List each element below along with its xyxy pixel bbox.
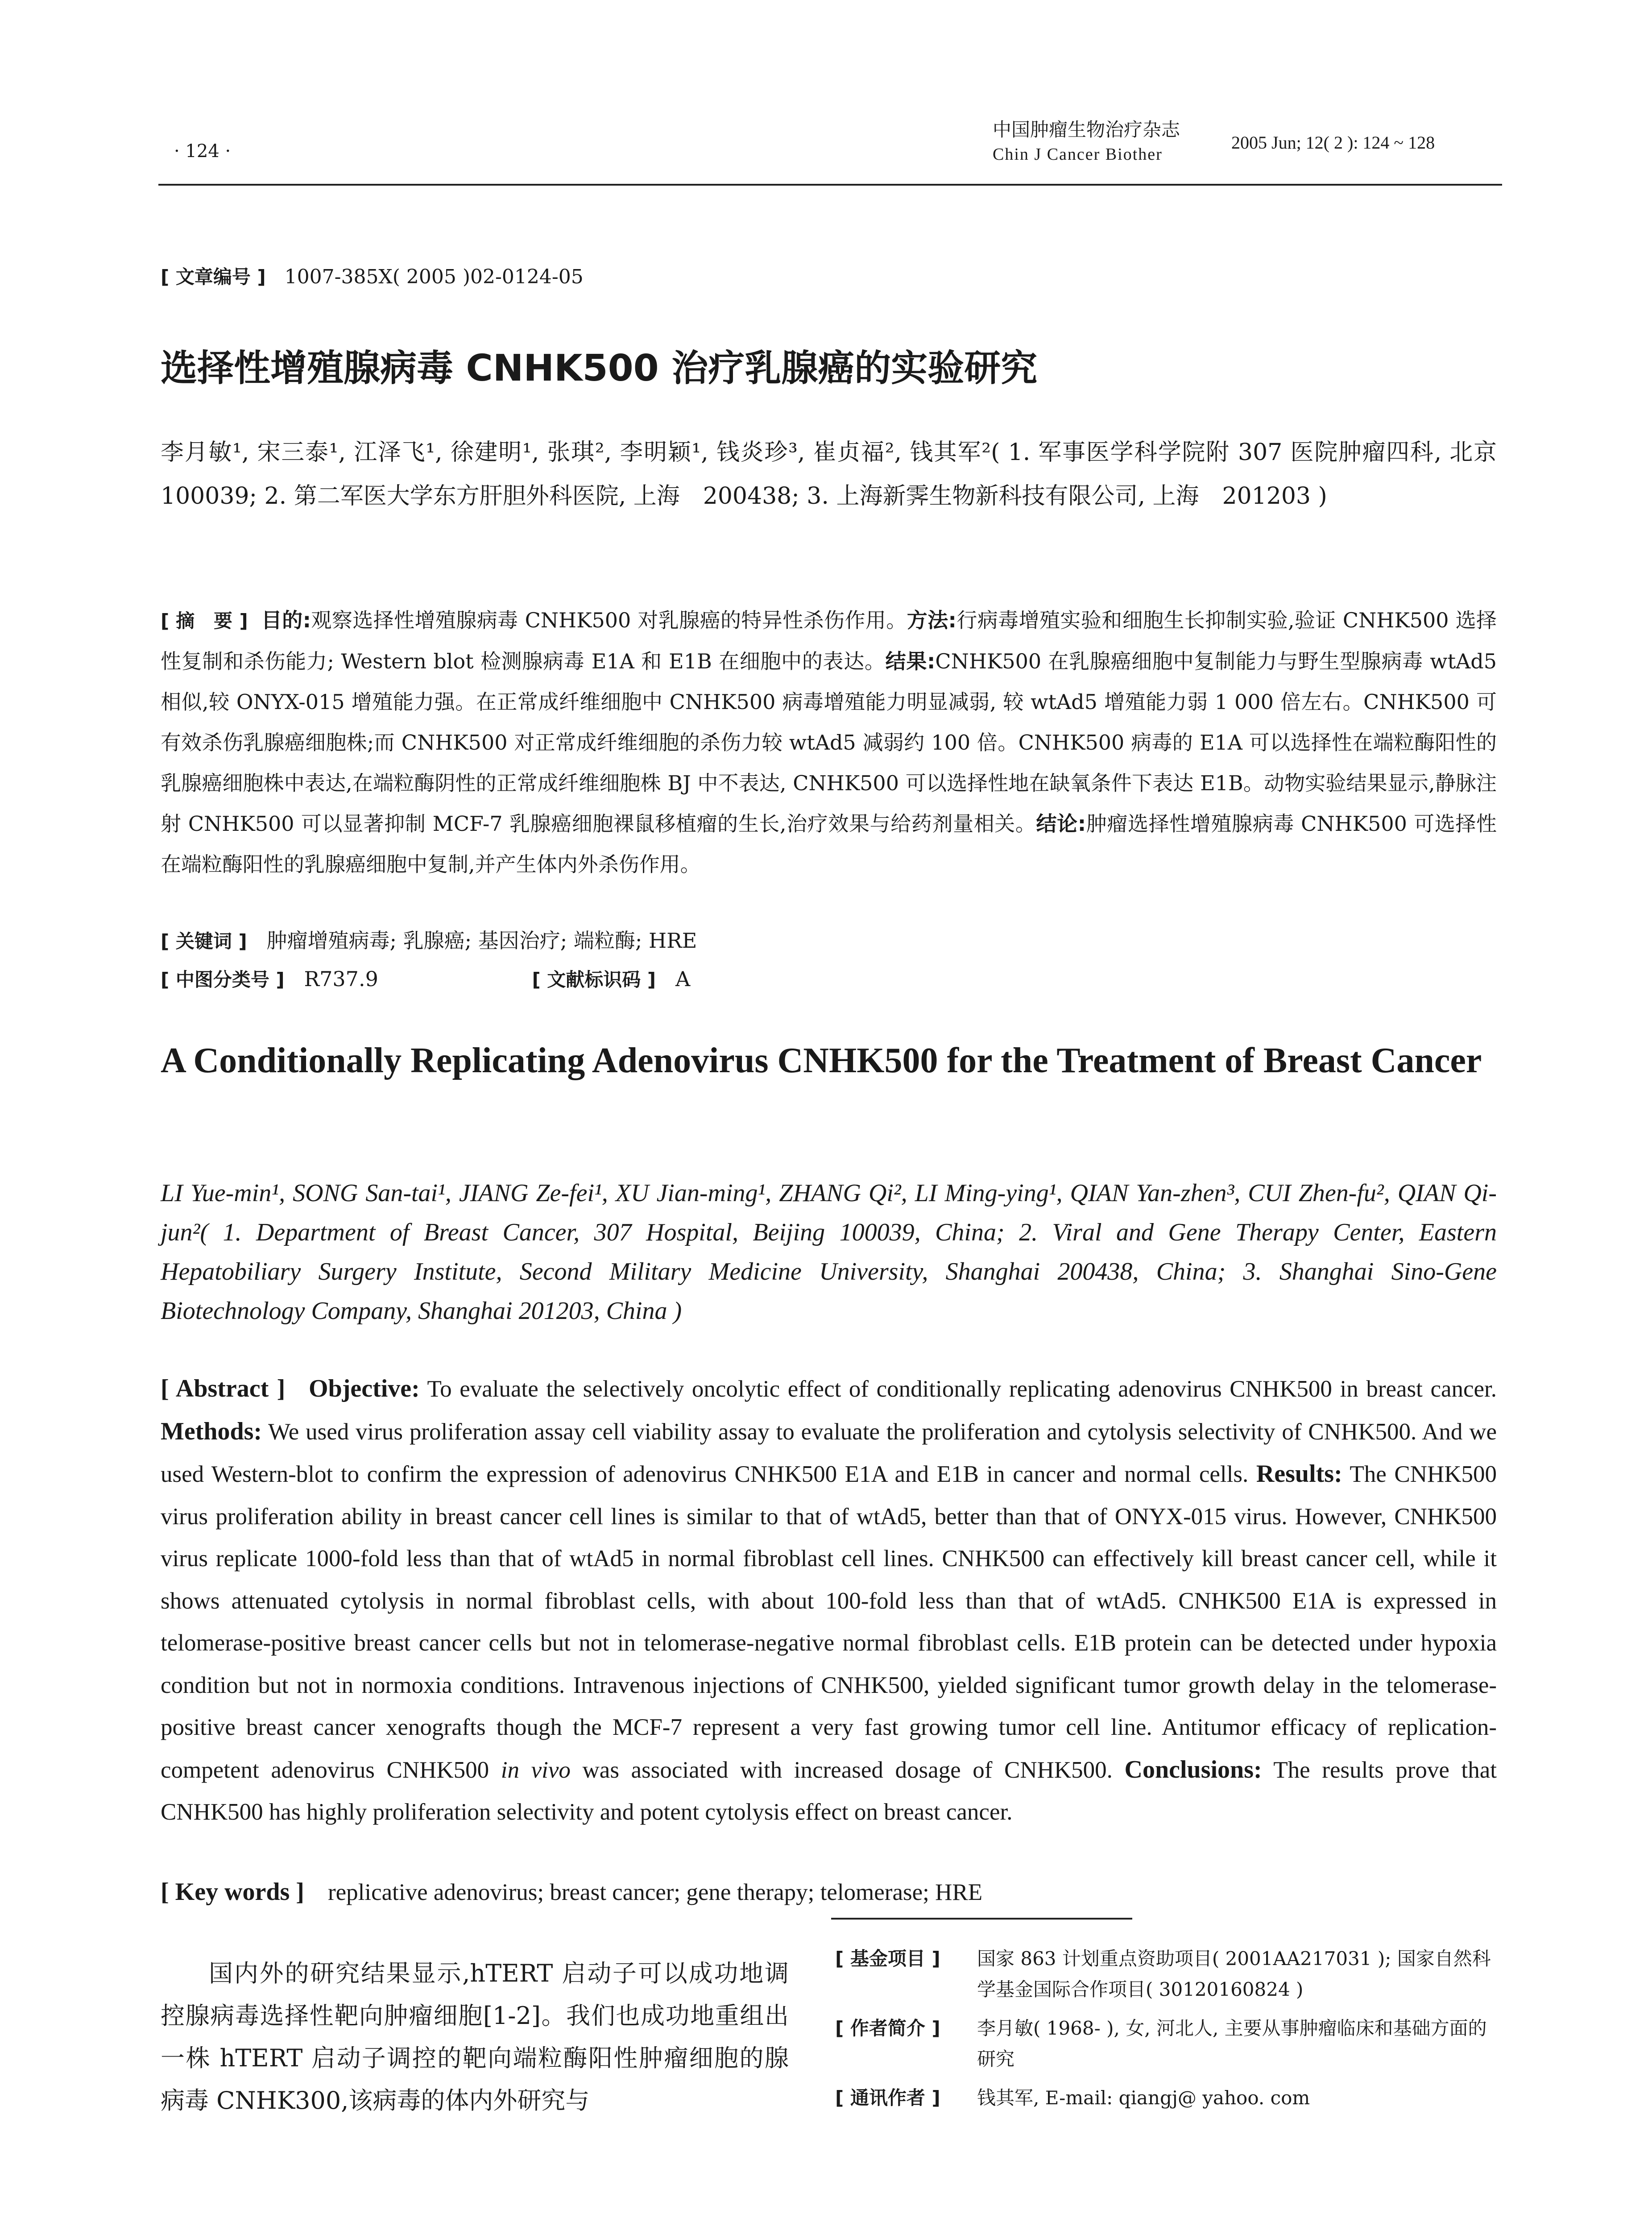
keywords-en <box>161 1878 982 1906</box>
body-paragraph: 国内外的研究结果显示,hTERT 启动子可以成功地调控腺病毒选择性靶向肿瘤细胞[1-2]。我们也成功地重组出一株 hTERT 启动子调控的靶向端粒酶阳性肿瘤细胞的腺病毒 CNHK300,该病毒的体内外研究与 <box>161 1959 789 2115</box>
keywords-en-value: replicative adenovirus; breast cancer; gene therapy; telomerase; HRE <box>327 1879 983 1905</box>
footnote-rule <box>831 1918 1132 1920</box>
footnote-funding-label: [ 基金项目 ] <box>835 1948 940 1970</box>
conclusions-label-en: Conclusions: <box>1124 1755 1262 1783</box>
title-en: A Conditionally Replicating Adenovirus CNHK500 for the Treatment of Breast Cancer <box>161 1041 1482 1080</box>
objective-label-cn: 目的: <box>261 608 311 632</box>
abstract-cn <box>161 600 1497 885</box>
footnote-author-bio-label: [ 作者简介 ] <box>835 2017 940 2039</box>
conclusion-text-cn: 肿瘤选择性增殖腺病毒 CNHK500 可选择性在端粒酶阳性的乳腺癌细胞中复制,并产生体内外杀伤作用。 <box>161 812 1497 876</box>
results-text-en-end: was associated with increased dosage of CNHK500. <box>582 1757 1113 1783</box>
in-vivo-italic: in vivo <box>501 1757 571 1783</box>
abstract-cn-label: [ 摘 要 ] <box>161 610 248 632</box>
page-number: · 124 · <box>174 141 231 162</box>
footnote-funding-text: 国家 863 计划重点资助项目( 2001AA217031 ); 国家自然科学基金国际合作项目( 30120160824 ) <box>977 1948 1491 2000</box>
footnote-corresponding-text: 钱其军, E-mail: qiangj@ yahoo. com <box>977 2087 1310 2109</box>
methods-text-en: We used virus proliferation assay cell viability assay to evaluate the proliferation and cytolysis selectivity of CNHK500. And we used Western-blot to confirm the expression of adenovirus CNHK500 E1A and E1B in cancer and normal cells. <box>161 1418 1497 1487</box>
abstract-en-label: [ Abstract ] <box>161 1375 286 1402</box>
article-number-label: [ 文章编号 ] <box>161 266 266 288</box>
methods-label-en: Methods: <box>161 1417 262 1445</box>
keywords-cn-label: [ 关键词 ] <box>161 930 247 952</box>
authors-affiliations-en: LI Yue-min¹, SONG San-tai¹, JIANG Ze-fei¹, XU Jian-ming¹, ZHANG Qi², LI Ming-ying¹, QIAN Yan-zhen³, CUI Zhen-fu², QIAN Qi-jun²( 1. Department of Breast Cancer, 307 Hospital, Beijing 100039, China; 2. Viral and Gene Therapy Center, Eastern Hepatobiliary Surgery Institute, Second Military Medicine University, Shanghai 200438, China; 3. Shanghai Sino-Gene Biotechnology Company, Shanghai 201203, China ) <box>161 1179 1497 1325</box>
title-cn: 选择性增殖腺病毒 CNHK500 治疗乳腺癌的实验研究 <box>161 347 1038 390</box>
header-rule <box>158 184 1502 186</box>
results-text-cn: CNHK500 在乳腺癌细胞中复制能力与野生型腺病毒 wtAd5 相似,较 ONYX-015 增殖能力强。在正常成纤维细胞中 CNHK500 病毒增殖能力明显减弱, 较 wtAd5 增殖能力弱 1 000 倍左右。CNHK500 可有效杀伤乳腺癌细胞株;而 CNHK500 对正常成纤维细胞的杀伤力较 wtAd5 减弱约 100 倍。CNHK500 病毒的 E1A 可以选择性在端粒酶阳性的乳腺癌细胞株中表达,在端粒酶阴性的正常成纤维细胞株 BJ 中不表达, CNHK500 可以选择性地在缺氧条件下表达 E1B。动物实验结果显示,静脉注射 CNHK500 可以显著抑制 MCF-7 乳腺癌细胞裸鼠移植瘤的生长,治疗效果与给药剂量相关。 <box>161 649 1497 836</box>
methods-text-cn: 行病毒增殖实验和细胞生长抑制实验,验证 CNHK500 选择性复制和杀伤能力; Western blot 检测腺病毒 E1A 和 E1B 在细胞中的表达。 <box>161 608 1497 673</box>
objective-text-en: To evaluate the selectively oncolytic effect of conditionally replicating adenovirus CNHK500 in breast cancer. <box>427 1376 1497 1402</box>
footnote-funding <box>835 1943 1498 2005</box>
abstract-en <box>161 1368 1497 1833</box>
footnote-corresponding <box>835 2082 1498 2113</box>
journal-name-en: Chin J Cancer Biother <box>993 145 1163 164</box>
objective-text-cn: 观察选择性增殖腺病毒 CNHK500 对乳腺癌的特异性杀伤作用。 <box>311 608 907 632</box>
keywords-cn <box>161 925 697 954</box>
classification-line <box>161 965 1497 992</box>
results-text-en: The CNHK500 virus proliferation ability in breast cancer cell lines is similar to that of wtAd5, better than that of ONYX-015 virus. However, CNHK500 virus replicate 1000-fold less than that of wtAd5 in normal fibroblast cell lines. CNHK500 can effectively kill breast cancer cell, while it shows attenuated cytolysis in normal fibroblast cells, with about 100-fold less than that of wtAd5. CNHK500 E1A is expressed in telomerase-positive breast cancer cells but not in telomerase-negative normal fibroblast cells. E1B protein can be detected under hypoxia condition but not in normoxia conditions. Intravenous injections of CNHK500, yielded significant tumor growth delay in the telomerase-positive breast cancer xenografts though the MCF-7 represent a very fast growing tumor cell line. Antitumor efficacy of replication-competent adenovirus CNHK500 <box>161 1461 1497 1783</box>
citation-info: 2005 Jun; 12( 2 ): 124 ~ 128 <box>1231 133 1435 153</box>
conclusion-label-cn: 结论: <box>1036 812 1086 836</box>
footnote-author-bio <box>835 2013 1498 2074</box>
results-label-en: Results: <box>1256 1460 1342 1488</box>
keywords-en-label: [ Key words ] <box>161 1878 304 1906</box>
objective-label-en: Objective: <box>309 1375 420 1402</box>
results-label-cn: 结果: <box>885 649 936 673</box>
footnote-author-bio-text: 李月敏( 1968- ), 女, 河北人, 主要从事肿瘤临床和基础方面的研究 <box>977 2017 1487 2070</box>
clc-value: R737.9 <box>304 967 378 991</box>
conclusions-text-en: The results prove that CNHK500 has highly proliferation selectivity and potent cytolysis effect on breast cancer. <box>161 1757 1497 1825</box>
article-number-value: 1007-385X( 2005 )02-0124-05 <box>284 265 584 288</box>
journal-name-cn: 中国肿瘤生物治疗杂志 <box>993 119 1180 141</box>
authors-affiliations-cn: 李月敏¹, 宋三泰¹, 江泽飞¹, 徐建明¹, 张琪², 李明颖¹, 钱炎珍³, 崔贞福², 钱其军²( 1. 军事医学科学院附 307 医院肿瘤四科, 北京 100039; 2. 第二军医大学东方肝胆外科医院, 上海 200438; 3. 上海新霁生物新科技有限公司, 上海 201203 ) <box>161 439 1520 510</box>
footnotes <box>835 1943 1498 2121</box>
keywords-cn-value: 肿瘤增殖病毒; 乳腺癌; 基因治疗; 端粒酶; HRE <box>266 929 697 953</box>
footnote-corresponding-label: [ 通讯作者 ] <box>835 2087 940 2109</box>
article-number <box>161 262 584 289</box>
clc-label: [ 中图分类号 ] <box>161 969 285 991</box>
methods-label-cn: 方法: <box>907 608 956 632</box>
doc-code-value: A <box>675 967 691 991</box>
doc-code-label: [ 文献标识码 ] <box>532 969 656 991</box>
